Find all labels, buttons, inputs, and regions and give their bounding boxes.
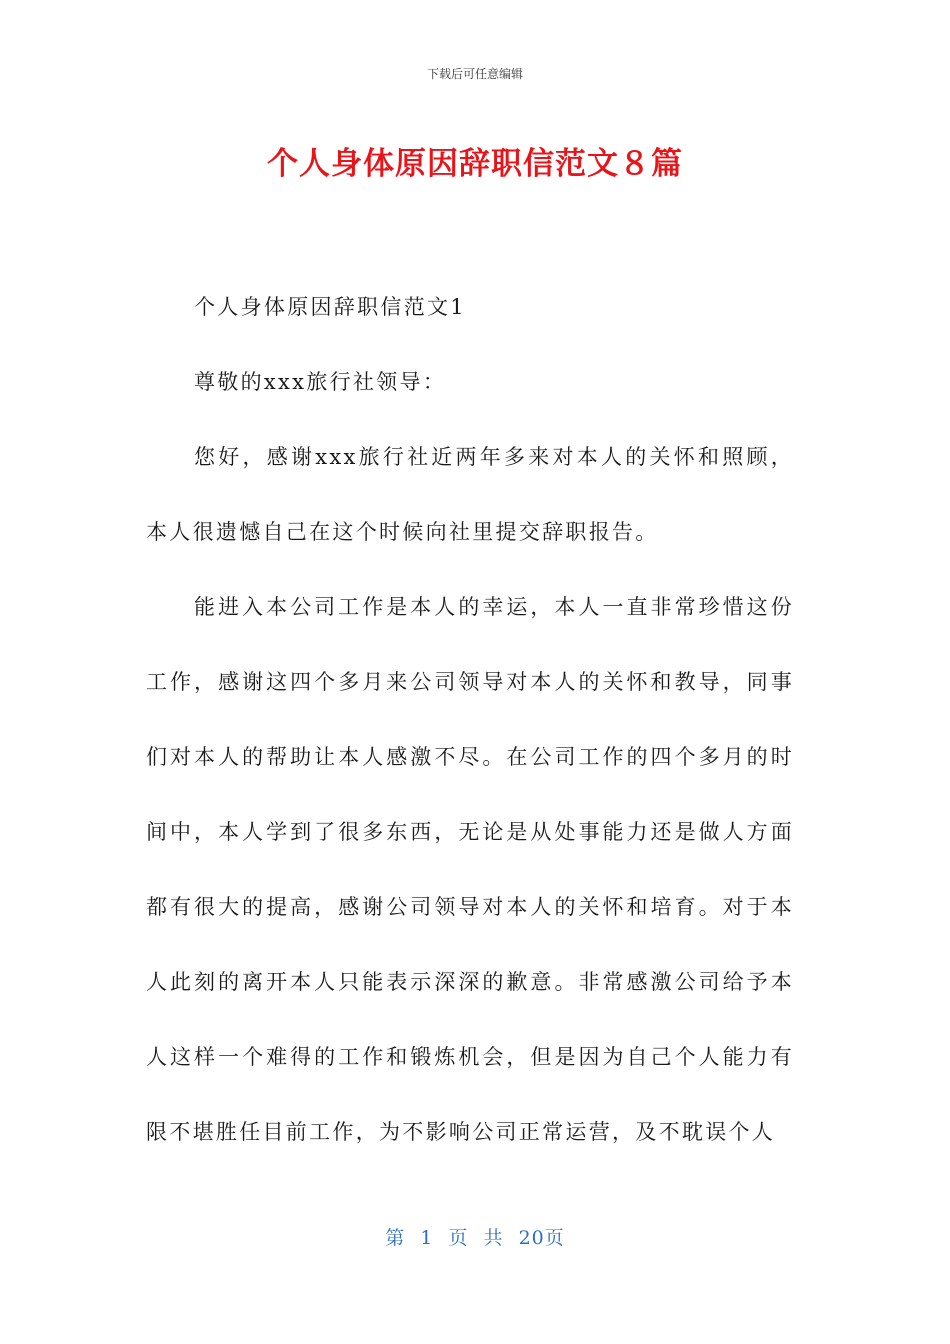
footer-total-label: 共 — [483, 1227, 504, 1249]
paragraph-salutation: 尊敬的xxx旅行社领导： — [194, 370, 447, 394]
footer-page-unit: 页 — [448, 1227, 469, 1249]
footer-page-label: 第 — [385, 1227, 406, 1249]
footer-total-pages: 20页 — [518, 1227, 565, 1249]
page-footer — [0, 1224, 950, 1252]
paragraph-section-heading: 个人身体原因辞职信范文1 — [194, 295, 466, 319]
document-title: 个人身体原因辞职信范文８篇 — [267, 146, 683, 182]
paragraph-body: 能进入本公司工作是本人的幸运，本人一直非常珍惜这份工作，感谢这四个多月来公司领导对本人的关怀和教导，同事们对本人的帮助让本人感激不尽。在公司工作的四个多月的时间中，本人学到了很多东西，无论是从处事能力还是做人方面都有很大的提高，感谢公司领导对本人的关怀和培育。对于本人此刻的离开本人只能表示深深的歉意。非常感激公司给予本人这样一个难得的工作和锻炼机会，但是因为自己个人能力有限不堪胜任目前工作，为不影响公司正常运营，及不耽误个人 — [146, 595, 794, 1144]
page-header-note: 下载后可任意编辑 — [426, 67, 523, 81]
paragraph-greeting: 您好，感谢xxx旅行社近两年多来对本人的关怀和照顾，本人很遗憾自己在这个时候向社里提交辞职报告。 — [146, 445, 794, 544]
footer-current-page: 1 — [420, 1227, 434, 1249]
document-body — [146, 270, 794, 1170]
